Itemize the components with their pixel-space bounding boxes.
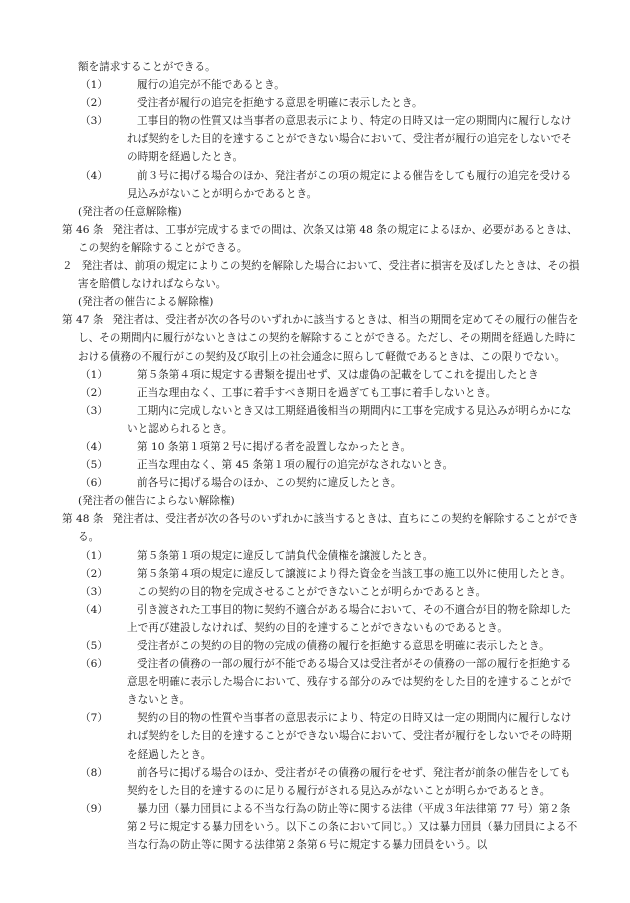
item-text: 前３号に掲げる場合のほか、発注者がこの項の規定による催告をしても履行の追完を受ける見込みがないことが明らかであるとき。 bbox=[127, 169, 572, 200]
item-text: 第 10 条第１項第２号に掲げる者を設置しなかったとき。 bbox=[137, 440, 412, 453]
item-number: （3） bbox=[80, 585, 108, 598]
list-item bbox=[80, 547, 580, 565]
item-text: 暴力団（暴力団員による不当な行為の防止等に関する法律（平成３年法律第 77 号）第２条第２号に規定する暴力団をいう。以下この条において同じ。）又は暴力団員（暴力団員による不当な行為の防止等に関する法律第２条第６号に規定する暴力団員をいう。以 bbox=[127, 802, 578, 852]
item-number: （4） bbox=[80, 603, 108, 616]
list-item bbox=[80, 456, 580, 474]
list-item bbox=[80, 565, 580, 583]
caption-article-46: (発注者の任意解除権) bbox=[78, 205, 182, 218]
item-text: 第５条第１項の規定に違反して請負代金債権を譲渡したとき。 bbox=[137, 549, 434, 562]
article-45-items bbox=[0, 76, 630, 203]
article-46-number: 第 46 条 bbox=[62, 223, 104, 236]
list-item bbox=[80, 402, 580, 438]
list-item bbox=[80, 583, 580, 601]
item-text: 工期内に完成しないとき又は工期経過後相当の期間内に工事を完成する見込みが明らかにないと認められるとき。 bbox=[127, 404, 572, 435]
caption-article-48: (発注者の催告によらない解除権) bbox=[78, 495, 235, 508]
item-number: （5） bbox=[80, 640, 108, 652]
article-48-items bbox=[0, 547, 630, 855]
item-number: （6） bbox=[80, 477, 108, 490]
article-47-items bbox=[0, 366, 630, 493]
item-text: 工事目的物の性質又は当事者の意思表示により、特定の日時又は一定の期間内に履行しなければ契約をした目的を達することができない場合において、受注者が履行の追完をしないでその時期を経過したとき。 bbox=[127, 115, 572, 164]
continuation-text: 額を請求することができる。 bbox=[78, 61, 216, 73]
list-item bbox=[80, 800, 580, 854]
item-number: （3） bbox=[80, 115, 108, 128]
paragraph-number: ２ bbox=[62, 260, 73, 273]
article-46-paragraph-2 bbox=[62, 257, 580, 293]
list-item bbox=[80, 764, 580, 800]
list-item bbox=[80, 601, 580, 637]
paragraph-text: 発注者は、前項の規定によりこの契約を解除した場合において、受注者に損害を及ぼしたときは、その損害を賠償しなければならない。 bbox=[78, 260, 580, 291]
caption-article-47: (発注者の催告による解除権) bbox=[78, 296, 214, 309]
item-number: （8） bbox=[80, 766, 108, 779]
item-number: （1） bbox=[80, 368, 108, 381]
item-number: （4） bbox=[80, 169, 108, 182]
item-number: （1） bbox=[80, 79, 108, 92]
item-text: 受注者がこの契約の目的物の完成の債務の履行を拒絶する意思を明確に表示したとき。 bbox=[137, 640, 550, 652]
item-number: （5） bbox=[80, 459, 108, 472]
list-item bbox=[80, 76, 580, 94]
list-item bbox=[80, 655, 580, 709]
list-item bbox=[80, 709, 580, 763]
list-item bbox=[80, 366, 580, 384]
article-46 bbox=[62, 221, 580, 257]
item-number: （4） bbox=[80, 440, 108, 453]
item-text: この契約の目的物を完成させることができないことが明らかであるとき。 bbox=[137, 585, 487, 598]
item-text: 前各号に掲げる場合のほか、受注者がその債務の履行をせず、発注者が前条の催告をしても契約をした目的を達するのに足りる履行がされる見込みがないことが明らかであるとき。 bbox=[127, 766, 571, 797]
item-text: 第５条第４項に規定する書類を提出せず、又は虚偽の記載をしてこれを提出したとき bbox=[137, 368, 539, 381]
item-text: 履行の追完が不能であるとき。 bbox=[137, 79, 285, 92]
item-number: （2） bbox=[80, 386, 108, 399]
article-48-text: 発注者は、受注者が次の各号のいずれかに該当するときは、直ちにこの契約を解除することができる。 bbox=[78, 513, 579, 544]
item-text: 受注者の債務の一部の履行が不能である場合又は受注者がその債務の一部の履行を拒絶する意思を明確に表示した場合において、残存する部分のみでは契約をした目的を達することができないとき。 bbox=[127, 658, 572, 707]
article-46-text: 発注者は、工事が完成するまでの間は、次条又は第 48 条の規定によるほか、必要があるときは、この契約を解除することができる。 bbox=[78, 223, 578, 254]
item-text: 第５条第４項の規定に違反して譲渡により得た資金を当該工事の施工以外に使用したとき。 bbox=[137, 567, 571, 580]
item-text: 正当な理由なく、第 45 条第１項の履行の追完がなされないとき。 bbox=[137, 459, 454, 472]
item-text: 前各号に掲げる場合のほか、この契約に違反したとき。 bbox=[137, 477, 402, 490]
article-47-number: 第 47 条 bbox=[62, 314, 104, 327]
item-number: （2） bbox=[80, 97, 108, 110]
item-number: （1） bbox=[80, 549, 108, 562]
item-text: 引き渡された工事目的物に契約不適合がある場合において、その不適合が目的物を除却した上で再び建設しなければ、契約の目的を達することができないものであるとき。 bbox=[127, 603, 572, 634]
item-number: （3） bbox=[80, 404, 108, 417]
item-text: 契約の目的物の性質や当事者の意思表示により、特定の日時又は一定の期間内に履行しなければ契約をした目的を達することができない場合において、受注者が履行をしないでその時期を経過したとき。 bbox=[127, 712, 572, 761]
item-number: （7） bbox=[80, 712, 108, 725]
item-text: 受注者が履行の追完を拒絶する意思を明確に表示したとき。 bbox=[137, 97, 423, 110]
list-item bbox=[80, 112, 580, 166]
item-number: （6） bbox=[80, 658, 108, 671]
list-item bbox=[80, 94, 580, 112]
article-47 bbox=[62, 311, 580, 365]
article-48 bbox=[62, 510, 580, 546]
item-number: （2） bbox=[80, 567, 108, 580]
list-item bbox=[80, 637, 580, 655]
list-item bbox=[80, 438, 580, 456]
item-text: 正当な理由なく、工事に着手すべき期日を過ぎても工事に着手しないとき。 bbox=[137, 386, 497, 399]
article-48-number: 第 48 条 bbox=[62, 513, 104, 526]
item-number: （9） bbox=[80, 802, 108, 815]
list-item bbox=[80, 474, 580, 492]
list-item bbox=[80, 384, 580, 402]
list-item bbox=[80, 167, 580, 203]
article-47-text: 発注者は、受注者が次の各号のいずれかに該当するときは、相当の期間を定めてその履行の催告をし、その期間内に履行がないときはこの契約を解除することができる。ただし、その期間を経過した時における債務の不履行がこの契約及び取引上の社会通念に照らして軽微であるときは、この限りでない。 bbox=[78, 314, 579, 363]
